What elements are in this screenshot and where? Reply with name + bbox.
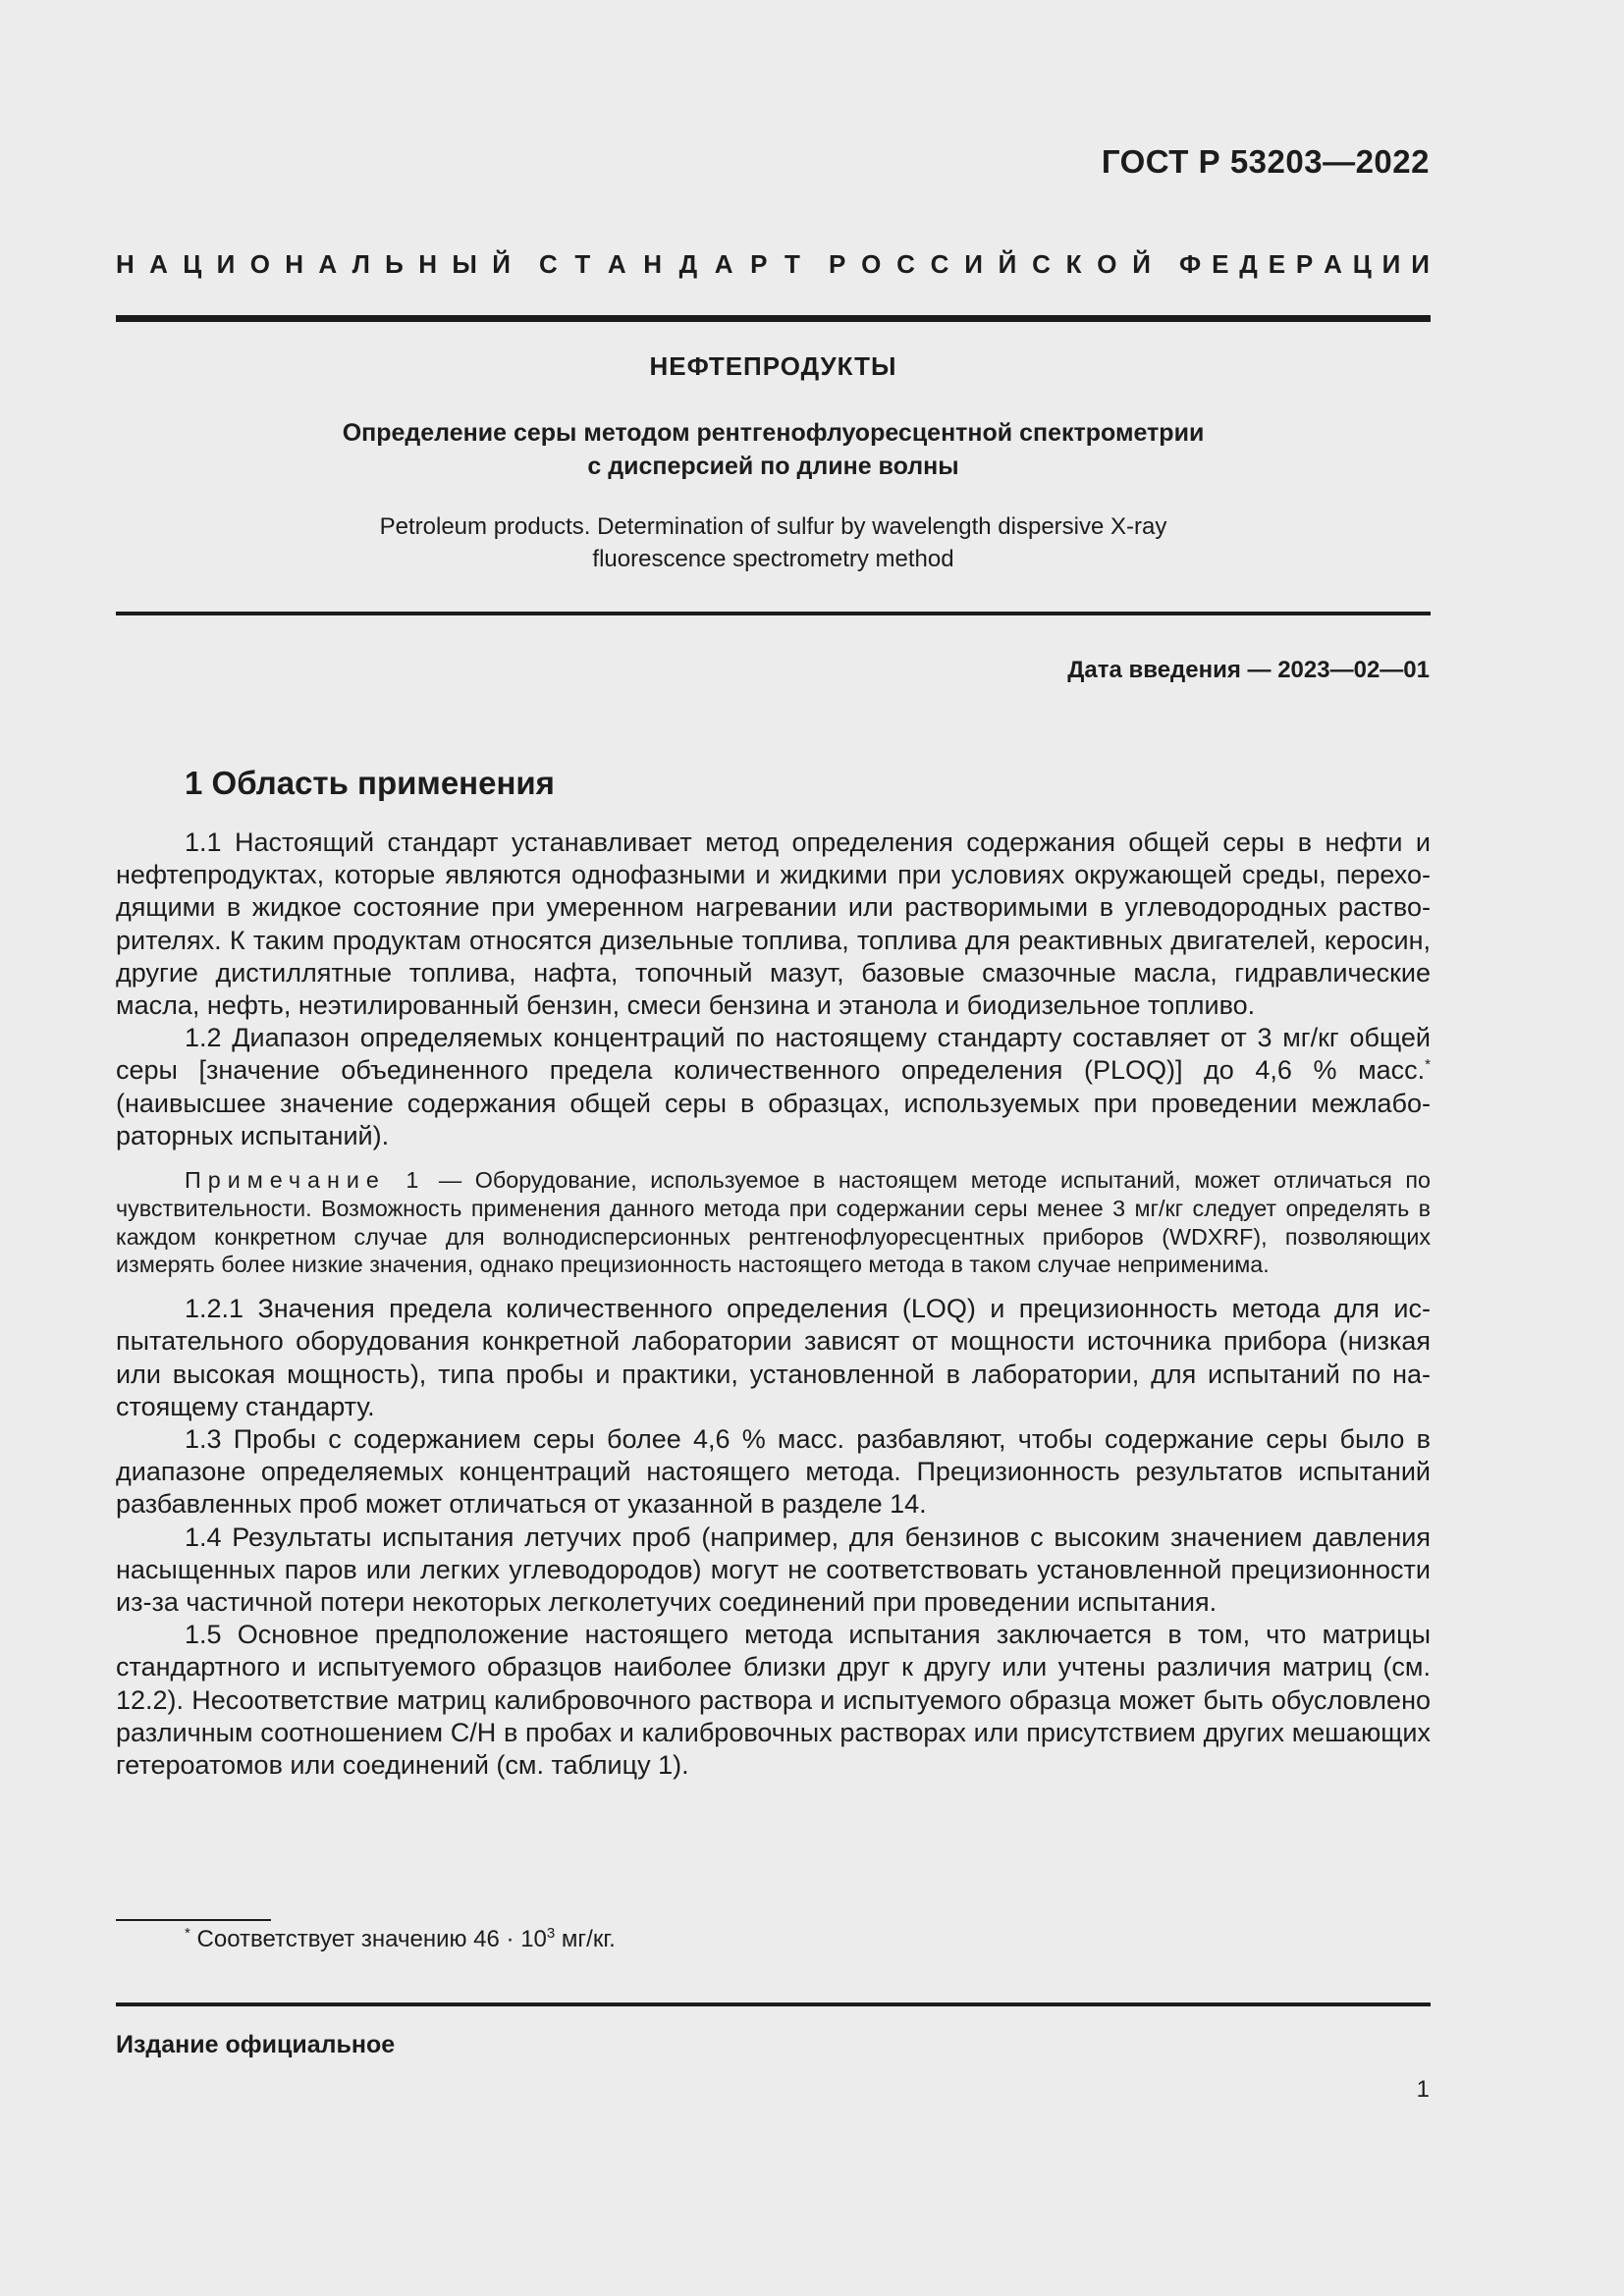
edition-label: Издание официальное bbox=[116, 2031, 396, 2058]
footnote-text: Соответствует значению 46 · 10 bbox=[189, 1926, 547, 1952]
subtitle-line: с дисперсией по длине волны bbox=[587, 453, 959, 480]
paragraph-text: 1.2 Диапазон определяемых концентраций по настоящему стандарту составляет от 3 мг/кг общей серы [значение объединенного предела количественного определения (PLOQ)] до 4,6 % масс. bbox=[116, 1023, 1431, 1086]
footnote bbox=[185, 1926, 616, 1953]
section-heading: 1 Область применения bbox=[185, 765, 555, 801]
footnote-divider bbox=[116, 1919, 271, 1921]
document-title: НЕФТЕПРОДУКТЫ bbox=[649, 351, 897, 381]
title-divider bbox=[116, 612, 1431, 615]
paragraph-1-2 bbox=[116, 1022, 1431, 1152]
paragraph-1-5: 1.5 Основное предположение настоящего метода испытания заключается в том, что матрицы стандартного и испытуемого образцов наиболее близки друг к другу или учтены различия матриц (см. 12.2). Несоответствие матриц калибровочного раствора и испытуемого образца может быть обусловлено различным соотношением C/H в пробах и калибровочных растворах или присутствием других мешающих гетероатомов или соединений (см. таблицу 1). bbox=[116, 1620, 1431, 1781]
footnote-marker: * bbox=[185, 1925, 190, 1942]
english-title bbox=[116, 510, 1431, 575]
footnote-exponent: 3 bbox=[546, 1925, 556, 1942]
english-title-line: Petroleum products. Determination of sulfur by wavelength dispersive X-ray bbox=[379, 513, 1167, 540]
national-standard-title bbox=[116, 249, 1430, 280]
note-label: Примечание 1 bbox=[185, 1167, 426, 1194]
document-number: ГОСТ Р 53203—2022 bbox=[1101, 143, 1430, 180]
paragraph-1-1: 1.1 Настоящий стандарт устанавливает метод определения содержания общей серы в нефти и нефтепродуктах, которые являются однофазными и жидкими при условиях окружающей среды, переходящими в жидкое состояние при умеренном нагревании или растворимыми в углеводородных растворителях. К таким продуктам относятся дизельные топлива, топлива для реактивных двигателей, керосин, другие дистиллятные топлива, нафта, топочный мазут, базовые смазочные масла, гидравлические масла, нефть, неэтилированный бензин, смеси бензина и этанола и биодизельное топливо. bbox=[116, 828, 1431, 1021]
paragraph-1-4: 1.4 Результаты испытания летучих проб (например, для бензинов с высоким значением давления насыщенных паров или легких углеводородов) могут не соответствовать установленной прецизионности из-за частичной потери некоторых легколетучих соединений при проведении испытания. bbox=[116, 1522, 1431, 1618]
national-title-word: С Т А Н Д А Р Т bbox=[539, 249, 800, 279]
national-title-word: Ф Е Д Е Р А Ц И И bbox=[1179, 249, 1430, 279]
introduction-date: Дата введения — 2023—02—01 bbox=[1067, 657, 1430, 683]
english-title-line: fluorescence spectrometry method bbox=[592, 546, 954, 572]
national-title-word: Р О С С И Й С К О Й bbox=[829, 249, 1151, 279]
header-divider bbox=[116, 315, 1431, 322]
page-number: 1 bbox=[1416, 2076, 1430, 2103]
footer-divider bbox=[116, 2002, 1431, 2006]
paragraph-text: (наивысшее значение содержания общей серы в образцах, используемых при проведении межлабораторных испытаний). bbox=[116, 1088, 1431, 1150]
footnote-text: мг/кг. bbox=[555, 1926, 616, 1952]
paragraph-1-3: 1.3 Пробы с содержанием серы более 4,6 % масс. разбавляют, чтобы содержание серы было в диапазоне определяемых концентраций настоящего метода. Прецизионность результатов испытаний разбавленных проб может отличаться от указанной в разделе 14. bbox=[116, 1424, 1431, 1520]
subtitle-line: Определение серы методом рентгенофлуоресцентной спектрометрии bbox=[342, 419, 1205, 447]
note-text: — Оборудование, используемое в настоящем методе испытаний, может отличаться по чувствительности. Возможность применения данного метода при содержании серы менее 3 мг/кг следует определять в каждом конкретном случае для волнодисперсионных рентгенофлуоресцентных приборов (WDXRF), позволяющих измерять более низкие значения, однако прецизионность настоящего метода в таком случае неприменима. bbox=[116, 1167, 1431, 1278]
note-1 bbox=[116, 1166, 1431, 1279]
footnote-marker: * bbox=[1425, 1056, 1431, 1074]
document-subtitle bbox=[116, 416, 1431, 483]
paragraph-1-2-1: 1.2.1 Значения предела количественного определения (LOQ) и прецизионность метода для испытательного оборудования конкретной лаборатории зависят от мощности источника прибора (низкая или высокая мощность), типа пробы и практики, установленной в лаборатории, для испытаний по настоящему стандарту. bbox=[116, 1294, 1431, 1421]
national-title-word: Н А Ц И О Н А Л Ь Н Ы Й bbox=[116, 249, 511, 279]
section-body bbox=[116, 827, 1431, 1782]
